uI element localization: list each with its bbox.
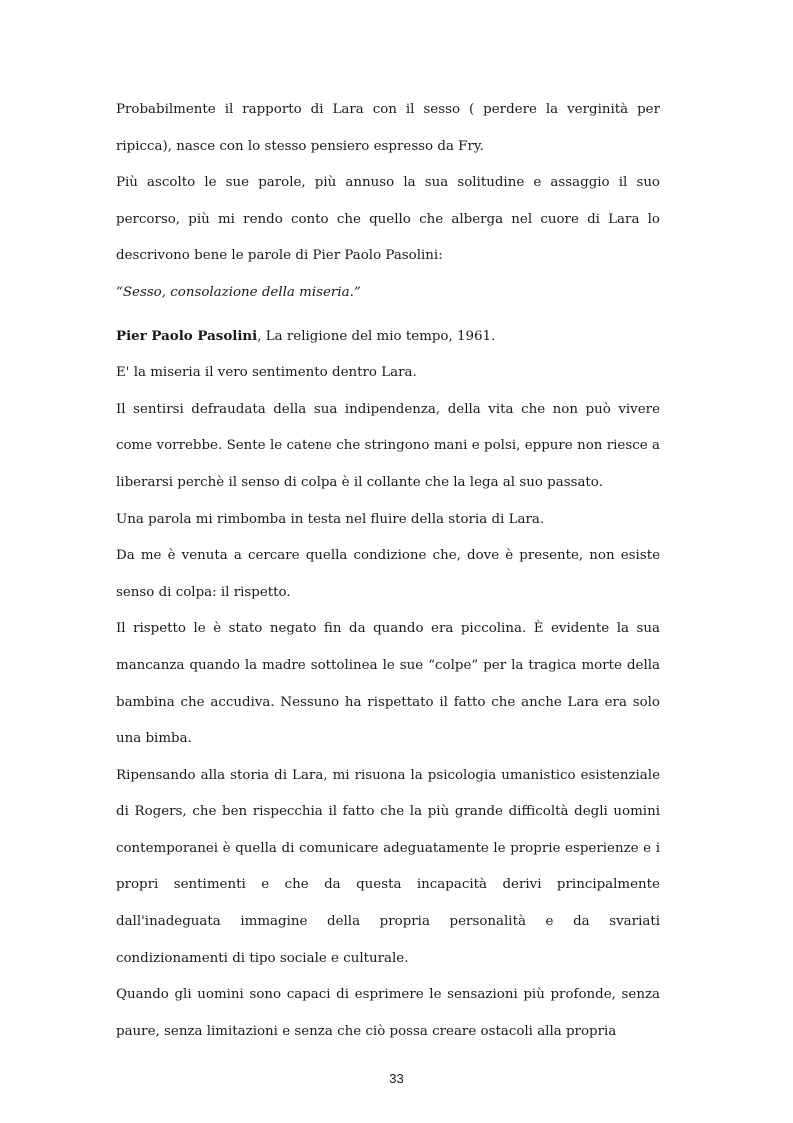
paragraph-4: Il sentirsi defraudata della sua indipendenza, della vita che non può vivere come vorrebbe. Sente le catene che stringono mani e polsi, eppure non riesce a liberarsi perchè il senso di colpa è il collante che la lega al suo passato. <box>116 401 660 490</box>
paragraph-6: Da me è venuta a cercare quella condizione che, dove è presente, non esiste senso di colpa: il rispetto. <box>116 548 660 600</box>
paragraph-5: Una parola mi rimbomba in testa nel fluire della storia di Lara. <box>116 511 545 527</box>
pasolini-quote: “Sesso, consolazione della miseria.” <box>116 284 361 300</box>
paragraph-1: Probabilmente il rapporto di Lara con il sesso ( perdere la verginità per ripicca), nasce con lo stesso pensiero espresso da Fry. <box>116 102 660 154</box>
citation-author: Pier Paolo Pasolini <box>116 327 258 344</box>
paragraph-9: Quando gli uomini sono capaci di esprimere le sensazioni più profonde, senza paure, senza limitazioni e senza che ciò possa creare ostacoli alla propria <box>116 987 660 1039</box>
citation-source: , La religione del mio tempo, 1961. <box>257 328 496 344</box>
citation <box>116 318 660 356</box>
paragraph-7: Il rispetto le è stato negato fin da quando era piccolina. È evidente la sua mancanza quando la madre sottolinea le sue “colpe” per la tragica morte della bambina che accudiva. Nessuno ha rispettato il fatto che anche Lara era solo una bimba. <box>116 621 660 747</box>
paragraph-3: E' la miseria il vero sentimento dentro Lara. <box>116 365 417 381</box>
page-number: 33 <box>389 1071 404 1086</box>
body-text <box>116 92 660 1050</box>
paragraph-8: Ripensando alla storia di Lara, mi risuona la psicologia umanistico esistenziale di Rogers, che ben rispecchia il fatto che la più grande difficoltà degli uomini contemporanei è quella di comunicare adeguatamente le proprie esperienze e i propri sentimenti e che da questa incapacità derivi principalmente dall'inadeguata immagine della propria personalità e da svariati condizionamenti di tipo sociale e culturale. <box>116 767 660 966</box>
paragraph-2: Più ascolto le sue parole, più annuso la sua solitudine e assaggio il suo percorso, più mi rendo conto che quello che alberga nel cuore di Lara lo descrivono bene le parole di Pier Paolo Pasolini: <box>116 175 660 264</box>
